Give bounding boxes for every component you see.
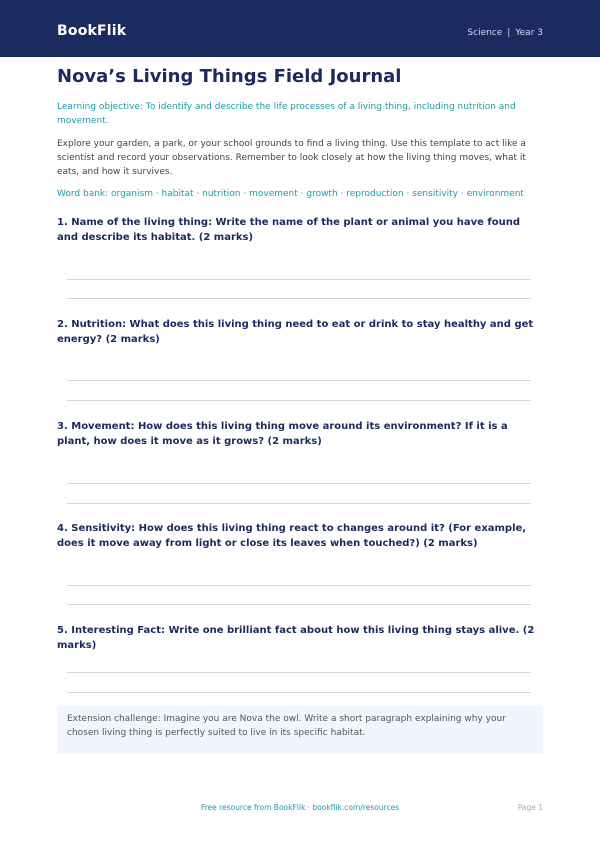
question-4: 4. Sensitivity: How does this living thing react to changes around it? (For example, does it move away from light or close its leaves when touched?) (2 marks): [57, 523, 527, 549]
answer-line[interactable]: [67, 298, 531, 299]
answer-line[interactable]: [67, 604, 531, 605]
answer-line[interactable]: [67, 503, 531, 504]
subject-label: Science: [467, 28, 503, 38]
answer-line[interactable]: [67, 400, 531, 401]
answer-line[interactable]: [67, 380, 531, 381]
page-header: [0, 0, 600, 57]
header-meta: [467, 28, 543, 38]
learning-objective: Learning objective: To identify and describe the life processes of a living thing, including nutrition and movement.: [57, 102, 516, 126]
meta-separator: |: [507, 28, 511, 38]
page-title: Nova’s Living Things Field Journal: [57, 66, 402, 87]
brand-logo[interactable]: BookFlik: [57, 23, 127, 39]
extension-challenge: Extension challenge: Imagine you are Nova the owl. Write a short paragraph explaining why your chosen living thing is perfectly suited to live in its specific habitat.: [57, 706, 543, 753]
page-number: Page 1: [517, 803, 543, 812]
intro-section: [57, 66, 543, 201]
question-1: 1. Name of the living thing: Write the name of the plant or animal you have found and describe its habitat. (2 marks): [57, 217, 521, 243]
footer-resource-link[interactable]: Free resource from BookFlik · bookflik.com/resources: [200, 803, 400, 812]
word-bank: Word bank: organism · habitat · nutrition · movement · growth · reproduction · sensitivity · environment: [57, 189, 524, 199]
intro-text: Explore your garden, a park, or your school grounds to find a living thing. Use this template to act like a scientist and record your observations. Remember to look closely at how the living thing moves, what it eats, and how it survives.: [57, 139, 526, 177]
answer-line[interactable]: [67, 672, 531, 673]
answer-line[interactable]: [67, 692, 531, 693]
answer-line[interactable]: [67, 585, 531, 586]
year-label: Year 3: [515, 28, 543, 38]
answer-line[interactable]: [67, 279, 531, 280]
question-5: 5. Interesting Fact: Write one brilliant fact about how this living thing stays alive. (2 marks): [57, 625, 535, 651]
question-2: 2. Nutrition: What does this living thing need to eat or drink to stay healthy and get energy? (2 marks): [57, 319, 534, 345]
answer-line[interactable]: [67, 483, 531, 484]
question-3: 3. Movement: How does this living thing move around its environment? If it is a plant, how does it move as it grows? (2 marks): [57, 421, 508, 447]
